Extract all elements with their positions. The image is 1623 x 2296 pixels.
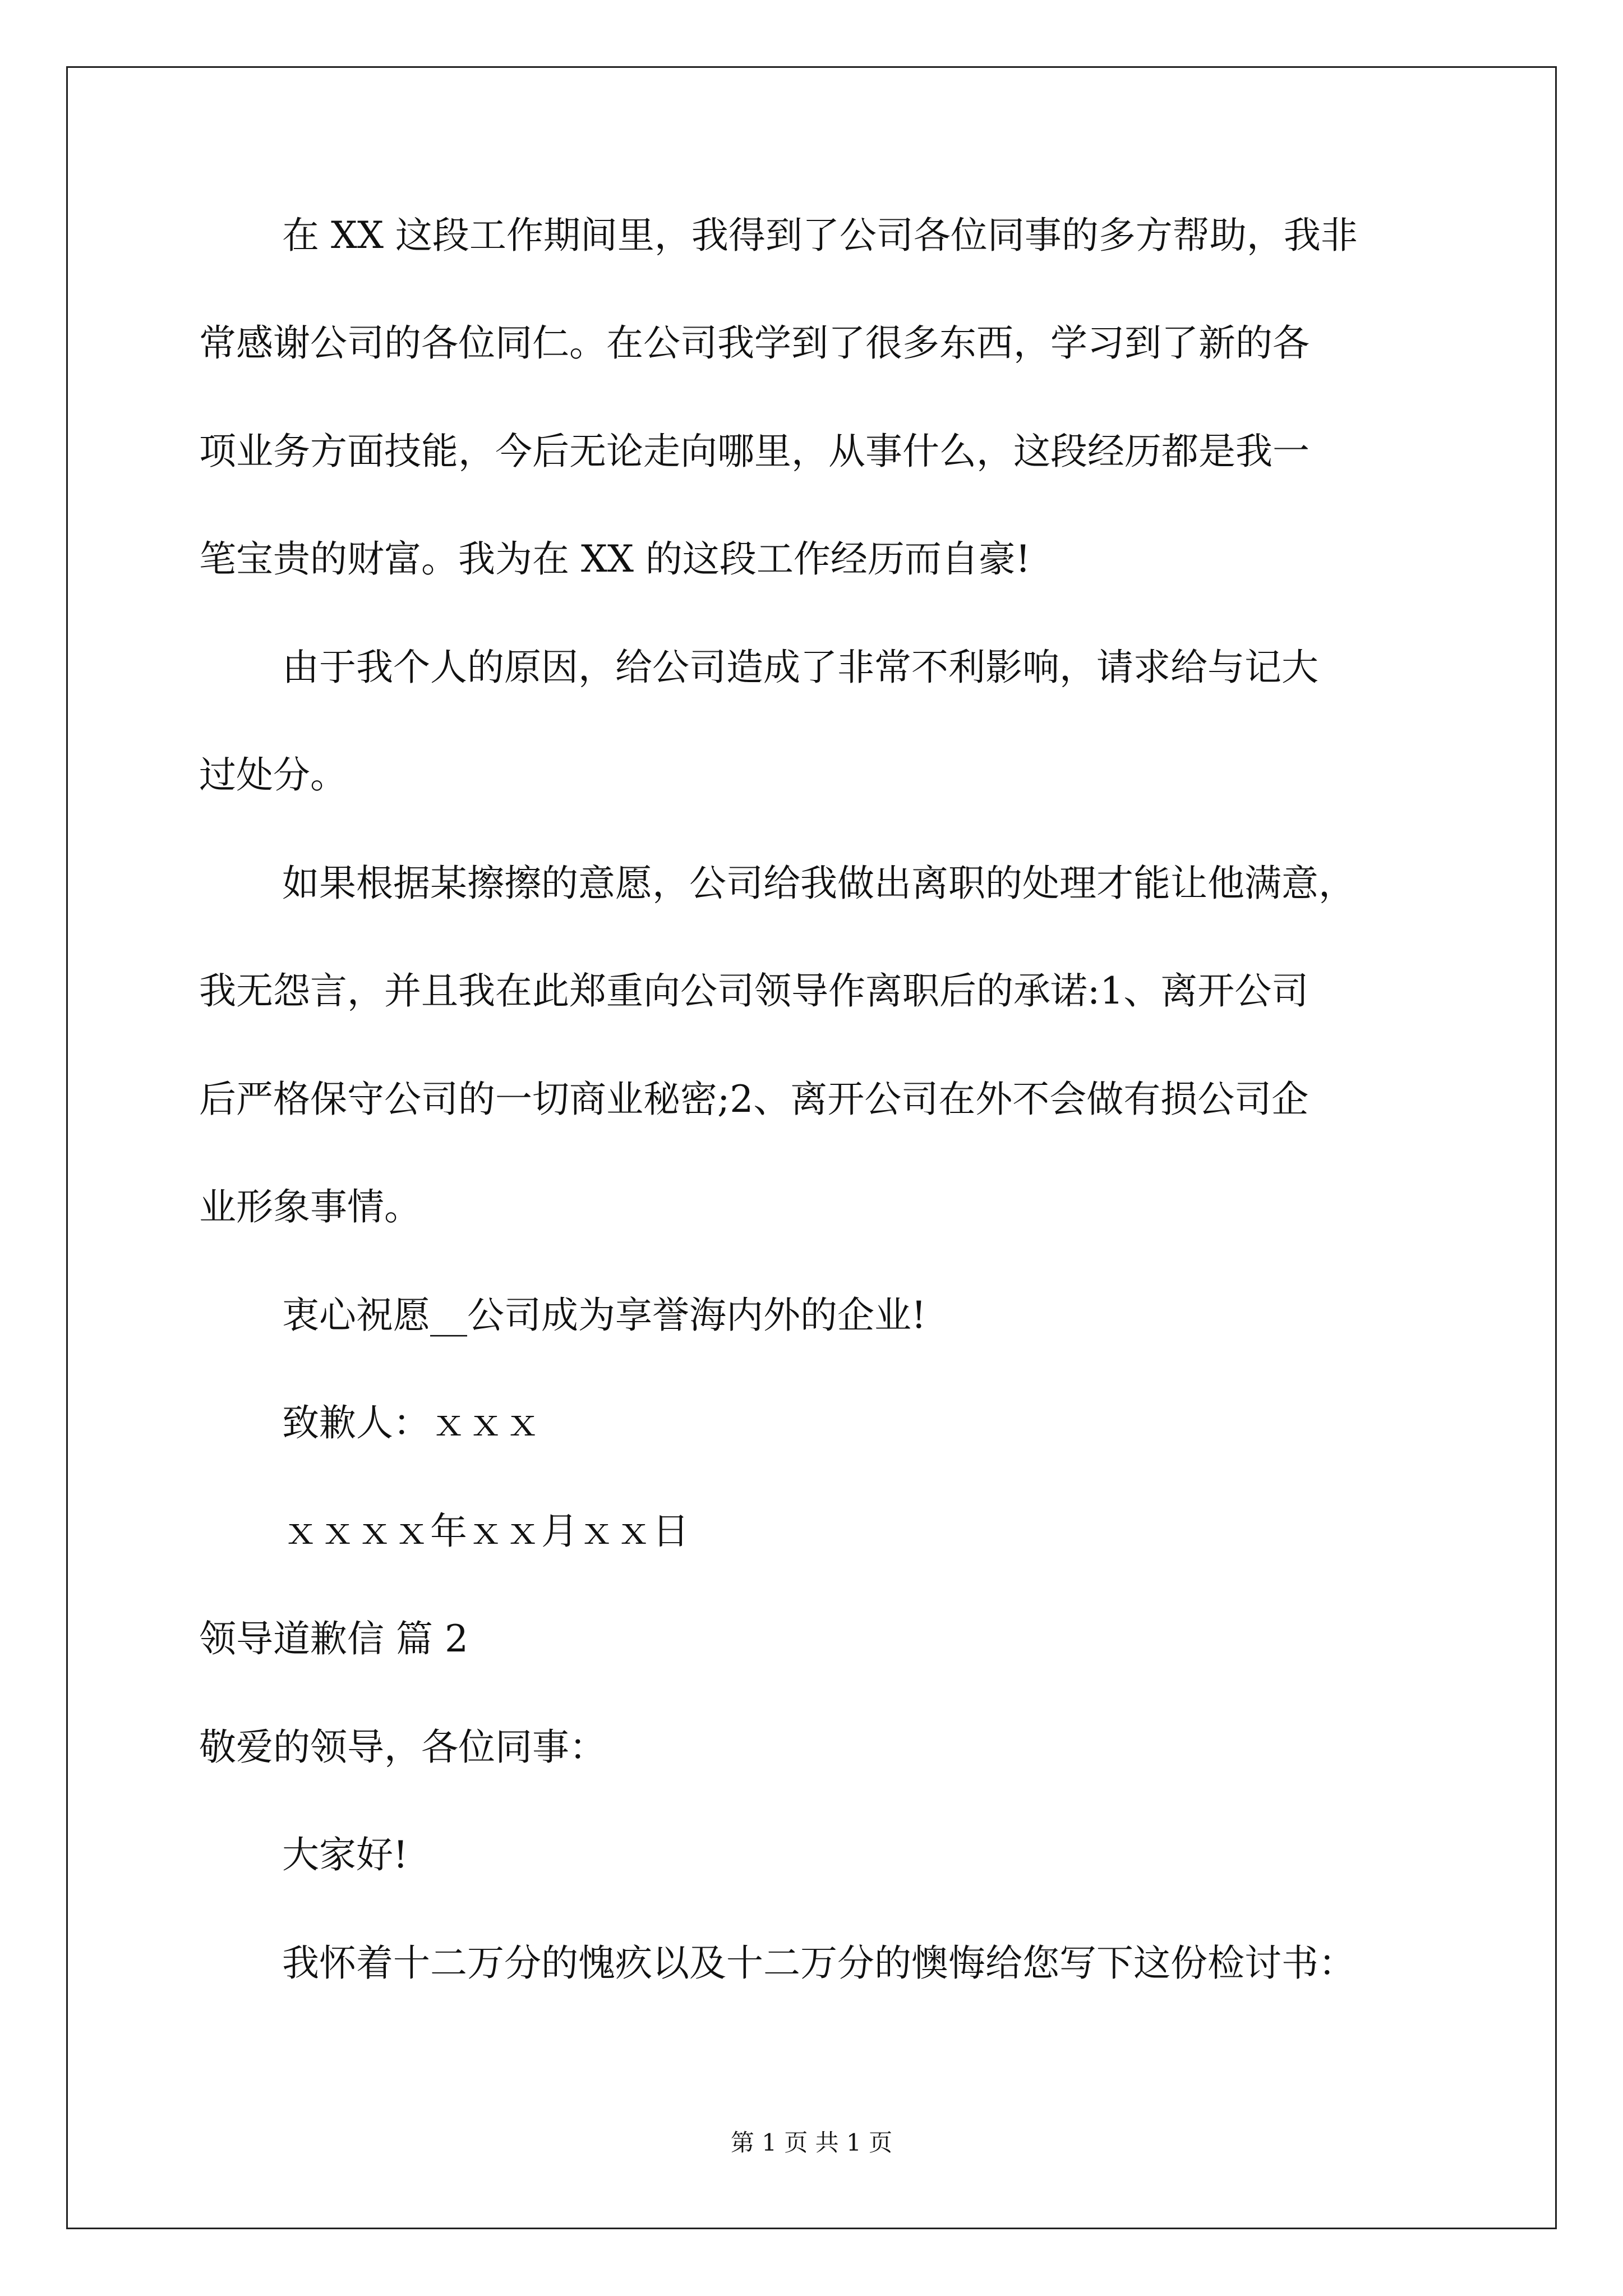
section-heading: 领导道歉信 篇 2 xyxy=(199,1617,468,1660)
paragraph-3-line-1: 如果根据某擦擦的意愿，公司给我做出离职的处理才能让他满意， xyxy=(282,862,1355,905)
opening-sentence: 我怀着十二万分的愧疚以及十二万分的懊悔给您写下这份检讨书： xyxy=(282,1941,1355,1985)
paragraph-3-line-2: 我无怨言，并且我在此郑重向公司领导作离职后的承诺:1、离开公司 xyxy=(199,969,1309,1013)
paragraph-1-line-4: 笔宝贵的财富。我为在 XX 的这段工作经历而自豪! xyxy=(199,537,1031,581)
page-border xyxy=(66,66,1557,2229)
paragraph-2-line-2: 过处分。 xyxy=(199,753,347,797)
page-footer: 第 1 页 共 1 页 xyxy=(730,2129,893,2156)
paragraph-2-line-1: 由于我个人的原因，给公司造成了非常不利影响，请求给与记大 xyxy=(282,646,1318,689)
paragraph-1-line-1: 在 XX 这段工作期间里，我得到了公司各位同事的多方帮助，我非 xyxy=(282,214,1358,257)
paragraph-1-line-2: 常感谢公司的各位同仁。在公司我学到了很多东西，学习到了新的各 xyxy=(199,321,1310,365)
date-line: ｘｘｘｘ年ｘｘ月ｘｘ日 xyxy=(282,1510,689,1553)
salutation: 敬爱的领导，各位同事： xyxy=(199,1726,606,1769)
paragraph-3-line-4: 业形象事情。 xyxy=(199,1185,421,1228)
paragraph-3-line-3: 后严格保守公司的一切商业秘密;2、离开公司在外不会做有损公司企 xyxy=(199,1078,1309,1121)
closing-wish: 衷心祝愿__公司成为享誉海内外的企业! xyxy=(282,1294,926,1337)
greeting: 大家好! xyxy=(282,1833,408,1876)
paragraph-1-line-3: 项业务方面技能，今后无论走向哪里，从事什么，这段经历都是我一 xyxy=(199,430,1310,473)
signature-line: 致歉人：ｘｘｘ xyxy=(282,1401,541,1444)
